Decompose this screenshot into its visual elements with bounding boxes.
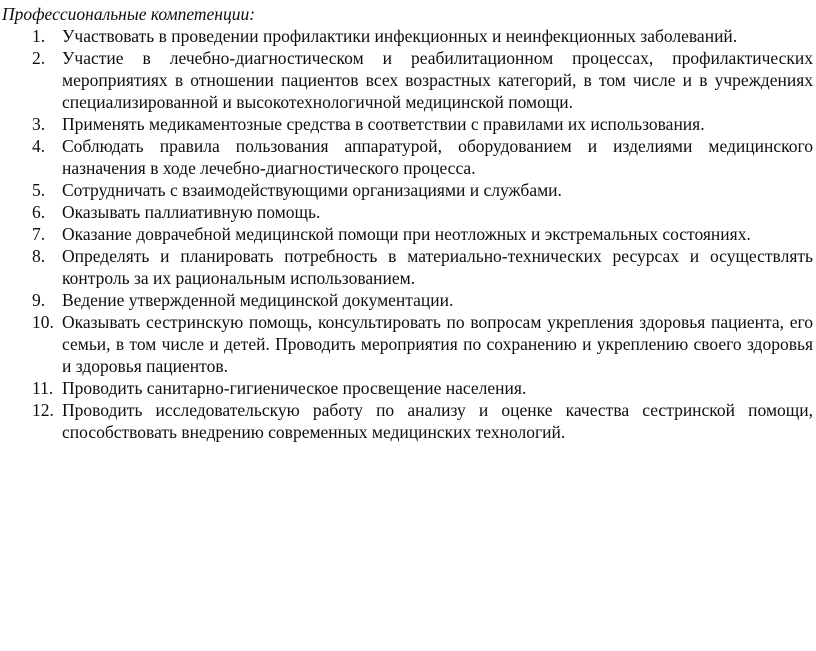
list-item	[32, 47, 813, 113]
list-item	[32, 25, 813, 47]
item-number: 5.	[32, 180, 46, 200]
item-text: Проводить санитарно-гигиеническое просвещение населения.	[62, 378, 527, 398]
competency-list	[2, 25, 813, 443]
item-number: 4.	[32, 136, 46, 156]
item-number: 12.	[32, 400, 54, 420]
list-item	[32, 289, 813, 311]
item-text: Оказание доврачебной медицинской помощи при неотложных и экстремальных состояниях.	[62, 224, 751, 244]
item-number: 3.	[32, 114, 46, 134]
item-text: Участие в лечебно-диагностическом и реабилитационном процессах, профилактических мероприятиях в отношении пациентов всех возрастных категорий, в том числе и в учреждениях специализированной и высокотехнологичной медицинской помощи.	[62, 48, 813, 112]
document-heading: Профессиональные компетенции:	[2, 4, 256, 24]
item-number: 7.	[32, 224, 46, 244]
list-item	[32, 399, 813, 443]
list-item	[32, 377, 813, 399]
item-text: Участвовать в проведении профилактики инфекционных и неинфекционных заболеваний.	[62, 26, 738, 46]
item-text: Оказывать паллиативную помощь.	[62, 202, 321, 222]
item-text: Ведение утвержденной медицинской документации.	[62, 290, 454, 310]
list-item	[32, 223, 813, 245]
item-text: Оказывать сестринскую помощь, консультировать по вопросам укрепления здоровья пациента, его семьи, в том числе и детей. Проводить мероприятия по сохранению и укреплению своего здоровья и здоровья пациентов.	[62, 312, 813, 376]
item-text: Сотрудничать с взаимодействующими организациями и службами.	[62, 180, 562, 200]
list-item	[32, 113, 813, 135]
list-item	[32, 135, 813, 179]
item-number: 2.	[32, 48, 46, 68]
item-number: 9.	[32, 290, 46, 310]
list-item	[32, 179, 813, 201]
item-number: 11.	[32, 378, 54, 398]
item-number: 6.	[32, 202, 46, 222]
item-text: Определять и планировать потребность в материально-технических ресурсах и осуществлять контроль за их рациональным использованием.	[62, 246, 813, 288]
item-text: Применять медикаментозные средства в соответствии с правилами их использования.	[62, 114, 705, 134]
item-text: Соблюдать правила пользования аппаратурой, оборудованием и изделиями медицинского назначения в ходе лечебно-диагностического процесса.	[62, 136, 813, 178]
list-item	[32, 311, 813, 377]
item-number: 10.	[32, 312, 54, 332]
item-text: Проводить исследовательскую работу по анализу и оценке качества сестринской помощи, способствовать внедрению современных медицинских технологий.	[62, 400, 813, 442]
list-item	[32, 245, 813, 289]
item-number: 1.	[32, 26, 46, 46]
item-number: 8.	[32, 246, 46, 266]
list-item	[32, 201, 813, 223]
